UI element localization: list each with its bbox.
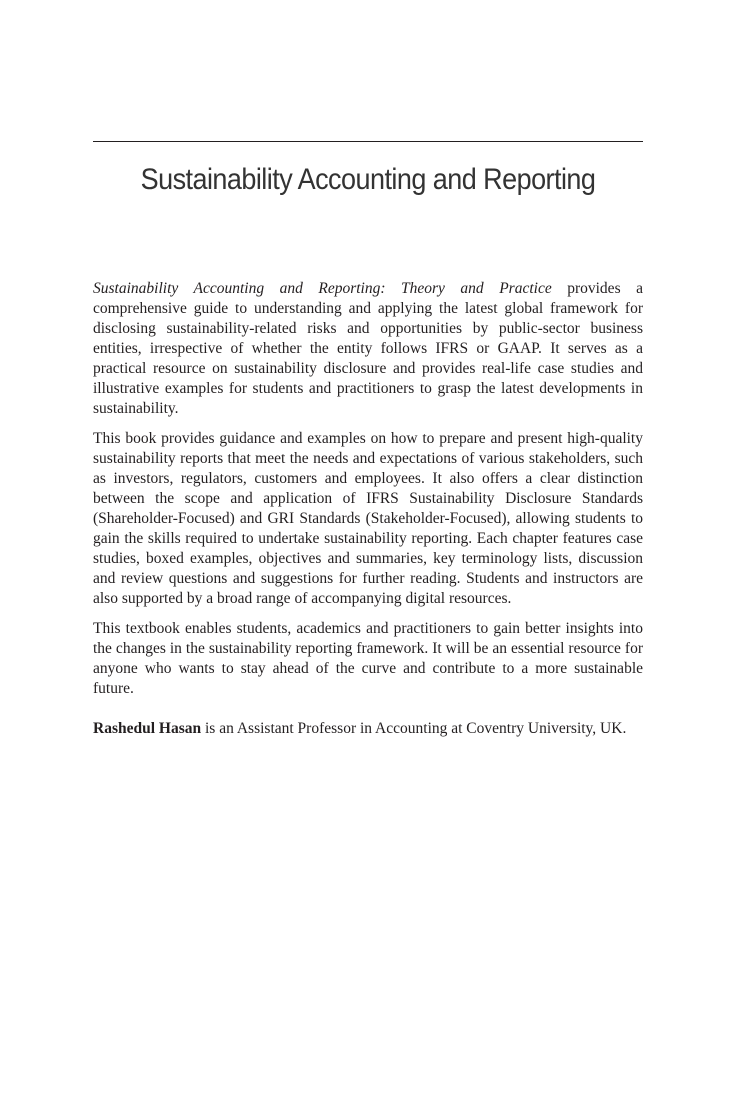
top-rule-divider — [93, 141, 643, 142]
paragraph-intro — [93, 279, 643, 419]
paragraph-guidance: This book provides guidance and examples on how to prepare and present high-quality sustainability reports that meet the needs and expectations of various stakeholders, such as investors, regulators, customers and employees. It also offers a clear distinction between the scope and application of IFRS Sustainability Disclosure Standards (Shareholder-Focused) and GRI Standards (Stakeholder-Focused), allowing students to gain the skills required to undertake sustainability reporting. Each chapter features case studies, boxed examples, objectives and summaries, key terminology lists, discussion and review questions and suggestions for further reading. Students and instructors are also supported by a broad range of accompanying digital resources. — [93, 430, 643, 607]
paragraph-intro-text: provides a comprehensive guide to understanding and applying the latest global framework for disclosing sustainability-related risks and opportunities by public-sector business entities, irrespective of whether the entity follows IFRS or GAAP. It serves as a practical resource on sustainability disclosure and provides real-life case studies and illustrative examples for students and practitioners to grasp the latest developments in sustainability. — [93, 280, 643, 417]
page-title: Sustainability Accounting and Reporting — [140, 163, 596, 196]
book-title-italic: Sustainability Accounting and Reporting: Theory and Practice — [93, 280, 552, 297]
author-name: Rashedul Hasan — [93, 720, 202, 737]
paragraph-benefits: This textbook enables students, academics and practitioners to gain better insights into the changes in the sustainability reporting framework. It will be an essential resource for anyone who wants to stay ahead of the curve and contribute to a more sustainable future. — [93, 620, 643, 697]
author-bio-text: is an Assistant Professor in Accounting at Coventry University, UK. — [201, 720, 627, 737]
description-body — [93, 279, 643, 749]
author-bio — [93, 719, 643, 739]
